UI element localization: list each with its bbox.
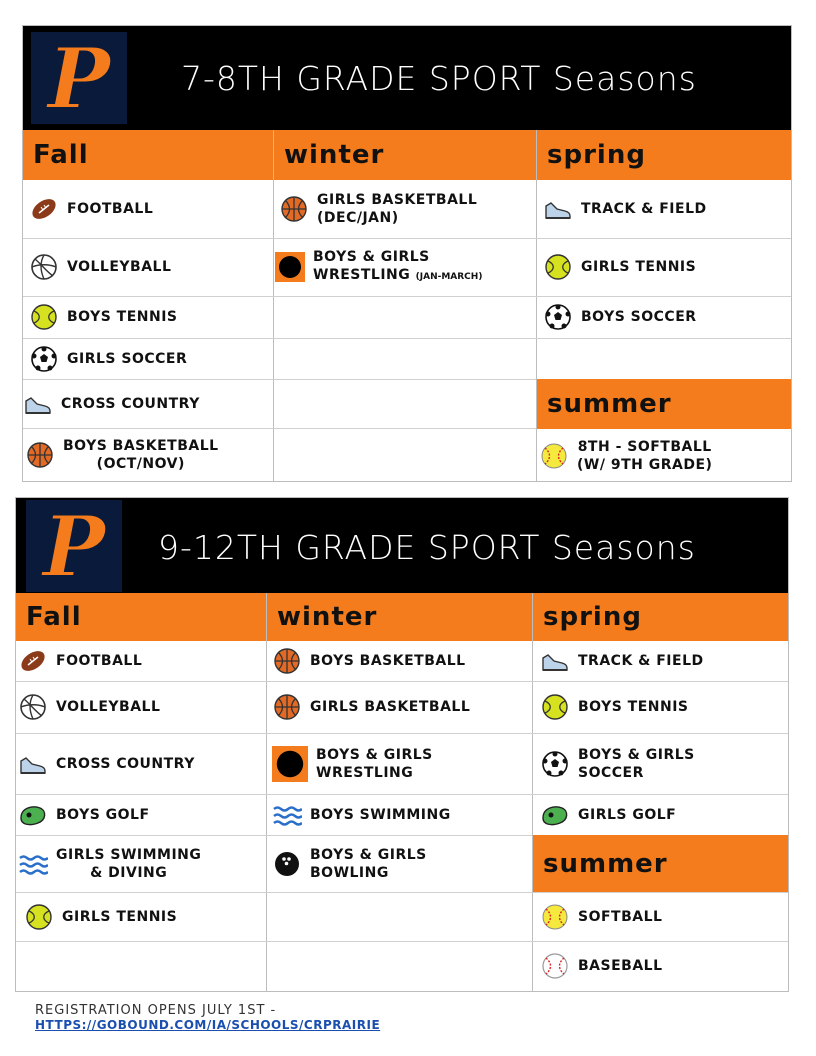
- sport-volleyball: [29, 238, 269, 296]
- soccer-ball-icon: [543, 302, 573, 332]
- running-shoe-icon: [23, 389, 53, 419]
- bowling-ball-icon: [272, 849, 302, 879]
- volleyball-icon: [29, 252, 59, 282]
- sport-boys-tennis: [540, 681, 786, 733]
- svg-text:P: P: [42, 500, 106, 592]
- basketball-icon: [25, 440, 55, 470]
- sport-boys-golf: [18, 794, 264, 835]
- sport-label: BOYS GOLF: [56, 806, 150, 823]
- basketball-icon: [272, 646, 302, 676]
- sport-girls-swimming: [18, 835, 264, 892]
- school-logo: [26, 500, 122, 592]
- golf-icon: [18, 800, 48, 830]
- tennis-ball-icon: [540, 692, 570, 722]
- page-title: 9-12TH GRADE SPORT Seasons: [158, 528, 696, 567]
- panel-header: [23, 26, 791, 130]
- column-header-summer: summer: [533, 835, 788, 892]
- sport-soccer: [540, 733, 786, 794]
- sport-boys-soccer: [543, 296, 789, 338]
- sport-label: GIRLS SWIMMING & DIVING: [56, 846, 202, 881]
- tennis-ball-icon: [543, 252, 573, 282]
- swimming-icon: [18, 849, 48, 879]
- column-divider: [532, 593, 533, 991]
- school-logo: [31, 32, 127, 124]
- wrestling-icon: [275, 252, 305, 282]
- grade-9-12-panel: [15, 497, 789, 992]
- sport-boys-tennis: [29, 296, 269, 338]
- sport-boys-basketball: [272, 641, 530, 681]
- wrestling-icon: [272, 746, 308, 782]
- sport-label: GIRLS BASKETBALL: [310, 699, 471, 715]
- sport-label: BOYS BASKETBALL: [310, 653, 466, 669]
- sport-label: BOYS & GIRLS SOCCER: [578, 746, 695, 781]
- running-shoe-icon: [543, 194, 573, 224]
- tennis-ball-icon: [29, 302, 59, 332]
- sport-girls-basketball: [272, 681, 530, 733]
- running-shoe-icon: [540, 646, 570, 676]
- volleyball-icon: [18, 692, 48, 722]
- sport-label: VOLLEYBALL: [56, 699, 161, 715]
- sport-label: TRACK & FIELD: [581, 201, 707, 217]
- soccer-ball-icon: [29, 344, 59, 374]
- sport-label: SOFTBALL: [578, 908, 663, 925]
- sport-label: BOYS SOCCER: [581, 309, 697, 325]
- sport-volleyball: [18, 681, 264, 733]
- sport-label: BOYS TENNIS: [578, 699, 689, 715]
- sport-label: TRACK & FIELD: [578, 653, 704, 669]
- column-header-spring: spring: [533, 593, 788, 641]
- golf-icon: [540, 800, 570, 830]
- sport-wrestling: [275, 238, 533, 296]
- column-divider: [536, 130, 537, 482]
- sport-label: CROSS COUNTRY: [56, 755, 195, 772]
- football-icon: [29, 194, 59, 224]
- sport-label: GIRLS TENNIS: [581, 259, 697, 275]
- registration-footer: [35, 1003, 380, 1032]
- sport-football: [18, 641, 264, 681]
- sport-softball: [539, 429, 789, 482]
- sport-cross-country: [23, 379, 269, 428]
- sport-bowling: [272, 835, 530, 892]
- registration-link[interactable]: HTTPS://GOBOUND.COM/IA/SCHOOLS/CRPRAIRIE: [35, 1018, 381, 1032]
- sport-boys-swimming: [272, 794, 530, 835]
- baseball-icon: [540, 951, 570, 981]
- sport-track-field: [543, 180, 789, 238]
- column-divider: [273, 130, 274, 482]
- football-icon: [18, 646, 48, 676]
- softball-icon: [540, 902, 570, 932]
- soccer-ball-icon: [540, 749, 570, 779]
- column-header-fall: Fall: [23, 130, 273, 180]
- softball-icon: [539, 441, 569, 471]
- column-header-winter: winter: [274, 130, 536, 180]
- sport-girls-tennis: [543, 238, 789, 296]
- column-header-summer: summer: [537, 379, 791, 429]
- column-header-spring: spring: [537, 130, 791, 180]
- sport-label: BOYS & GIRLS WRESTLING (JAN-MARCH): [313, 249, 483, 283]
- sport-girls-golf: [540, 794, 786, 835]
- running-shoe-icon: [18, 749, 48, 779]
- tennis-ball-icon: [24, 902, 54, 932]
- panel-header: [16, 498, 788, 593]
- sport-label: 8TH - SOFTBALL (W/ 9TH GRADE): [577, 438, 713, 473]
- registration-text: REGISTRATION OPENS JULY 1ST -: [35, 1003, 277, 1018]
- grade-7-8-panel: [22, 25, 792, 482]
- sport-label: FOOTBALL: [56, 653, 143, 669]
- column-header-winter: winter: [267, 593, 532, 641]
- sport-girls-soccer: [29, 338, 269, 379]
- basketball-icon: [279, 194, 309, 224]
- sport-label: FOOTBALL: [67, 201, 154, 217]
- sport-label: BOYS & GIRLS BOWLING: [310, 846, 427, 881]
- sport-cross-country: [18, 733, 264, 794]
- sport-girls-tennis: [24, 892, 264, 941]
- sport-label: BASEBALL: [578, 958, 663, 974]
- sport-girls-basketball: [279, 180, 533, 238]
- sport-baseball: [540, 941, 786, 991]
- sport-boys-basketball: [25, 428, 271, 482]
- sport-label: CROSS COUNTRY: [61, 395, 200, 412]
- sport-label: GIRLS TENNIS: [62, 908, 178, 925]
- sport-label: BOYS TENNIS: [67, 309, 178, 325]
- sport-label: BOYS BASKETBALL (OCT/NOV): [63, 438, 219, 472]
- sport-label: GIRLS SOCCER: [67, 350, 188, 367]
- sport-label: VOLLEYBALL: [67, 259, 172, 275]
- sport-label: BOYS & GIRLS WRESTLING: [316, 746, 433, 781]
- sport-football: [29, 180, 269, 238]
- column-divider: [266, 593, 267, 991]
- page-title: 7-8TH GRADE SPORT Seasons: [181, 59, 697, 98]
- sport-wrestling: [272, 733, 530, 794]
- sport-softball: [540, 892, 786, 941]
- sport-label: GIRLS GOLF: [578, 806, 677, 823]
- basketball-icon: [272, 692, 302, 722]
- swimming-icon: [272, 800, 302, 830]
- svg-text:P: P: [47, 32, 111, 124]
- sport-track-field: [540, 641, 786, 681]
- column-header-fall: Fall: [16, 593, 266, 641]
- sport-label: GIRLS BASKETBALL (DEC/JAN): [317, 192, 478, 226]
- sport-label: BOYS SWIMMING: [310, 806, 451, 823]
